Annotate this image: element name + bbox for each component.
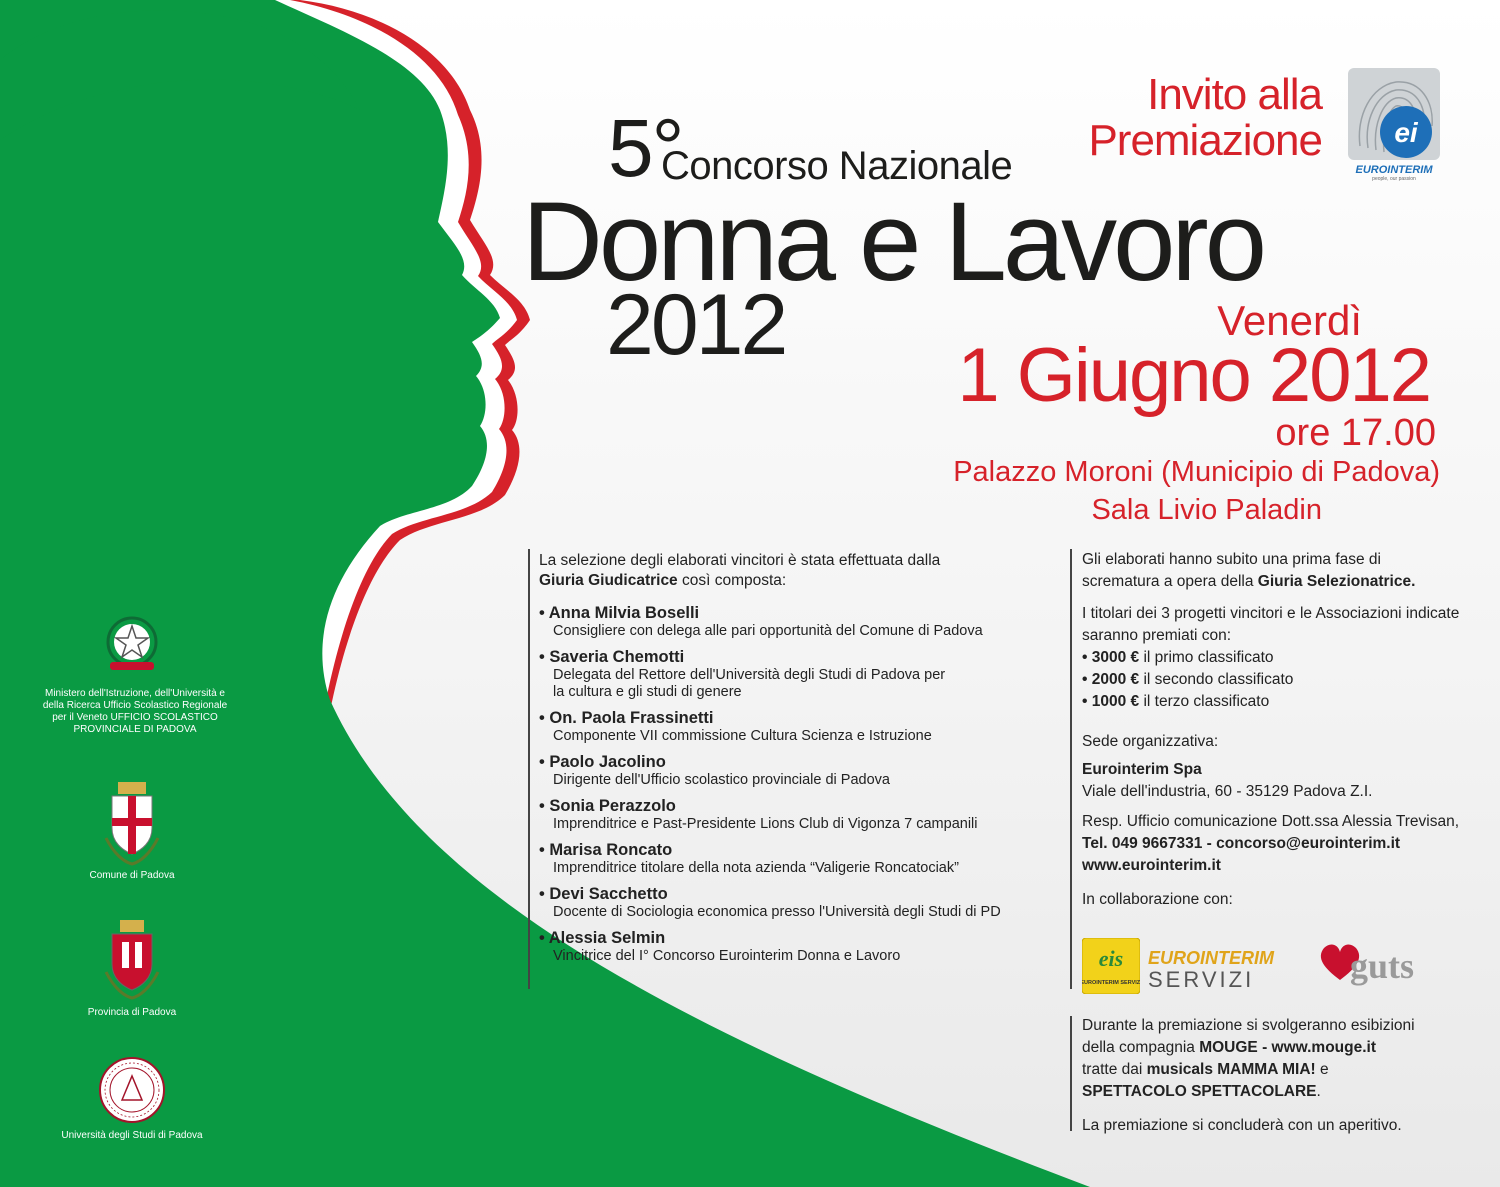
jury-member: • Sonia Perazzolo Imprenditrice e Past-Presidente Lions Club di Vigonza 7 campanili (539, 797, 978, 832)
partner-logos (1082, 938, 1462, 994)
event-place: Palazzo Moroni (Municipio di Padova) (953, 456, 1440, 488)
svg-text:EUROINTERIM: EUROINTERIM (1148, 948, 1274, 968)
closing-line-1: Durante la premiazione si svolgeranno esibizioni (1082, 1017, 1415, 1034)
closing-line-4: SPETTACOLO SPETTACOLARE. (1082, 1083, 1321, 1100)
invite-heading (982, 72, 1322, 164)
closing-final: La premiazione si concluderà con un aperitivo. (1082, 1117, 1402, 1134)
provincia-caption: Provincia di Padova (87, 1007, 177, 1018)
svg-text:SERVIZI: SERVIZI (1148, 967, 1255, 992)
contest-subtitle: Concorso Nazionale (661, 144, 1013, 188)
invite-line-2: Premiazione (1088, 116, 1322, 165)
provincia-coat-of-arms-icon (100, 918, 164, 1000)
website-link[interactable]: www.eurointerim.it (1082, 857, 1221, 874)
jury-column-rule (528, 549, 530, 989)
contest-year: 2012 (606, 277, 786, 373)
jury-member: • On. Paola Frassinetti Componente VII commissione Cultura Scienza e Istruzione (539, 709, 932, 744)
invite-line-1: Invito alla (1147, 70, 1322, 119)
republic-emblem-icon (100, 612, 164, 676)
info-section (1082, 549, 1462, 911)
contest-title: Donna e Lavoro (522, 179, 1264, 304)
jury-member: • Saveria Chemotti Delegata del Rettore dell'Università degli Studi di Padova per la cultura e gli studi di genere (539, 648, 946, 700)
info-column-rule (1070, 549, 1072, 989)
prizes-intro: I titolari dei 3 progetti vincitori e le Associazioni indicate saranno premiati con: (1082, 605, 1460, 644)
jury-intro: La selezione degli elaborati vincitori è stata effettuata dalla Giuria Giudicatrice così composta: (539, 552, 941, 589)
event-date: 1 Giugno 2012 (957, 333, 1430, 418)
guts-logo (1316, 940, 1456, 990)
prize-item: • 3000 € il primo classificato (1082, 649, 1274, 666)
collab-label: In collaborazione con: (1082, 891, 1233, 908)
hq-name: Eurointerim Spa (1082, 761, 1202, 778)
eis-logo (1082, 938, 1140, 994)
svg-text:EUROINTERIM SERVIZI: EUROINTERIM SERVIZI (1082, 980, 1140, 986)
jury-member: • Marisa Roncato Imprenditrice titolare della nota azienda “Valigerie Roncatociak” (539, 841, 959, 876)
closing-line-3: tratte dai musicals MAMMA MIA! e (1082, 1061, 1329, 1078)
jury-name: Giuria Giudicatrice (539, 572, 678, 589)
jury-member: • Paolo Jacolino Dirigente dell'Ufficio scolastico provinciale di Padova (539, 753, 890, 788)
event-time: ore 17.00 (1275, 412, 1436, 454)
hq-label: Sede organizzativa: (1082, 733, 1219, 750)
jury-member: • Anna Milvia Boselli Consigliere con delega alle pari opportunità del Comune di Padova (539, 604, 983, 639)
comune-caption: Comune di Padova (89, 870, 175, 881)
svg-text:guts: guts (1350, 946, 1415, 986)
comune-coat-of-arms-icon (100, 778, 164, 868)
contact-person: Resp. Ufficio comunicazione Dott.ssa Alessia Trevisan, (1082, 813, 1460, 830)
eurointerim-logo (1346, 66, 1442, 182)
brand-tagline: people, our passion (1372, 176, 1416, 182)
contact-phone-email[interactable]: Tel. 049 9667331 - concorso@eurointerim.it (1082, 835, 1401, 852)
closing-section (1082, 1015, 1462, 1137)
jury-member: • Devi Sacchetto Docente di Sociologia economica presso l'Università degli Studi di PD (539, 885, 1001, 920)
prize-item: • 2000 € il secondo classificato (1082, 671, 1294, 688)
jury-member: • Alessia Selmin Vincitrice del I° Concorso Eurointerim Donna e Lavoro (539, 929, 901, 964)
event-room: Sala Livio Paladin (1091, 494, 1322, 526)
brand-name: EUROINTERIM (1355, 164, 1433, 176)
university-caption: Università degli Studi di Padova (61, 1130, 203, 1141)
svg-text:eis: eis (1098, 946, 1124, 971)
closing-line-2: della compagnia MOUGE - www.mouge.it (1082, 1039, 1377, 1056)
closing-column-rule (1070, 1016, 1072, 1131)
ministry-caption: Ministero dell'Istruzione, dell'Università e della Ricerca Ufficio Scolastico Regionale per il Veneto UFFICIO SCOLASTICO PROVINCIALE DI PADOVA (42, 688, 228, 735)
edition-number: 5° (608, 103, 683, 194)
hq-address: Viale dell'industria, 60 - 35129 Padova Z.I. (1082, 783, 1373, 800)
prize-item: • 1000 € il terzo classificato (1082, 693, 1270, 710)
jury-section (539, 551, 1009, 965)
eurointerim-servizi-logo (1148, 946, 1294, 992)
screening-text: Gli elaborati hanno subito una prima fase di scrematura a opera della Giuria Selezionatrice. (1082, 551, 1416, 590)
university-seal-icon (98, 1056, 166, 1124)
ei-mark: ei (1394, 117, 1418, 148)
event-day: Venerdì (1217, 297, 1362, 344)
